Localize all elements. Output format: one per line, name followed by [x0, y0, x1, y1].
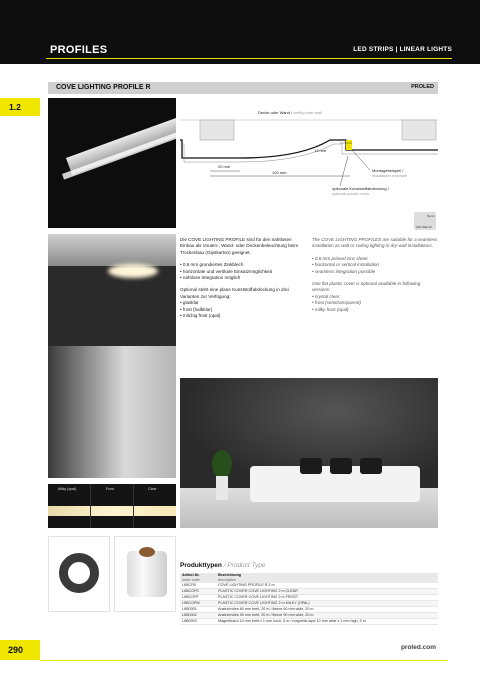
- divider: [90, 484, 91, 528]
- cover-options-en: [312, 294, 439, 313]
- cover-item: • milky frost (opal): [312, 306, 349, 312]
- table-row: L6BCOPC PLASTIC COVER COVE LIGHTING 2 m CLEAR: [180, 589, 438, 595]
- table-row: L6BCOPF PLASTIC COVER COVE LIGHTING 2 m FROST: [180, 595, 438, 601]
- cover-label: optionale Kunststoffabdeckung / optional plastic cover: [332, 186, 389, 196]
- feature-item: • 0,6 mm grundiertes Zinkblech: [180, 262, 244, 268]
- cover-intro-de: Optional steht eine plane Kunststoffabdeckung in drei Varianten zur Verfügung:: [180, 287, 289, 299]
- table-row: L6B0002 Anstrichvlies 90 mm breit, 20 m / fleece 90 mm wide, 20 m: [180, 613, 438, 619]
- intro-en: The COVE LIGHTING PROFILES are suitable for a seamless installation as wall or ceiling lighting in dry-wall installations.: [312, 237, 438, 249]
- vase-image: [216, 476, 228, 500]
- feature-item: • horizontal or vertical installation: [312, 262, 379, 268]
- ceiling-render: [48, 234, 176, 266]
- page-header: [0, 0, 480, 64]
- divider: [133, 484, 134, 528]
- cover-options-de: [180, 300, 307, 319]
- feature-item: • horizontale und vertikale Einsatzmöglichkeit: [180, 268, 272, 274]
- product-title: COVE LIGHTING PROFILE R: [56, 84, 151, 91]
- features-de: [180, 262, 307, 281]
- dimension-20: 20 mm: [218, 164, 231, 169]
- feature-item: • nahtlose Integration möglich: [180, 275, 241, 281]
- col-description: Bezeichnung description: [216, 573, 438, 583]
- power-rating-icon: Norm 100 Watt W: [416, 214, 435, 229]
- cross-section-svg: [180, 98, 438, 228]
- tape-roll-image: [59, 553, 99, 593]
- led-light-band: [48, 506, 176, 516]
- plant-image: [212, 450, 232, 478]
- footer-divider: [40, 660, 448, 661]
- light-glow: [108, 264, 158, 278]
- col-order-code: Artikel-Nr. order code: [180, 573, 216, 583]
- section-title: PROFILES: [50, 44, 108, 56]
- fleece-roll-photo: [114, 536, 176, 612]
- description-german: [180, 237, 307, 325]
- cover-label-clear: Clear: [148, 487, 157, 491]
- dimension-13: 13 mm: [314, 148, 327, 153]
- product-table: [180, 573, 438, 625]
- brand-logo: PROLED: [411, 84, 434, 90]
- product-types-title: Produkttypen / Product Type: [180, 562, 266, 569]
- cover-item: • milchig frost (opal): [180, 313, 221, 319]
- features-en: [312, 256, 439, 275]
- installation-photo: [48, 234, 176, 478]
- product-photo: [48, 98, 176, 228]
- page-number-tab: [0, 640, 40, 660]
- section-tab: [0, 98, 40, 116]
- wall-render: [48, 346, 176, 478]
- category-title: LED STRIPS | LINEAR LIGHTS: [353, 46, 452, 53]
- feature-item: • 0,6 mm primed zinc sheet: [312, 255, 368, 261]
- cover-comparison-photo: [48, 484, 176, 528]
- dimension-100: 100 mm: [272, 170, 287, 175]
- feature-item: • seamless integration possible: [312, 268, 376, 274]
- installation-label: Montagebeispiel / installation example: [372, 168, 408, 178]
- cushion-image: [300, 458, 322, 474]
- cushion-image: [330, 458, 352, 474]
- table-row: L6BCR0 COVE LIGHTING PROFILE R 2 m: [180, 583, 438, 589]
- magnetic-tape-photo: [48, 536, 110, 612]
- section-number: 1.2: [9, 102, 21, 112]
- intro-de: Die COVE LIGHTING PROFILE sind für den nahtlosen Einbau als Vouten-, Wand- oder Deckenbeleuchtung beim Trockenbau (Gipskarton) geeignet.: [180, 237, 299, 255]
- cover-item: • crystal clear: [312, 293, 340, 299]
- room-photo: [180, 378, 438, 528]
- technical-drawing: [180, 98, 438, 228]
- table-row: L6B0001 Anstrichvlies 60 mm breit, 20 m / fleece 60 mm wide, 20 m: [180, 607, 438, 613]
- table-header: [180, 573, 438, 583]
- description-english: [312, 237, 439, 319]
- table-row: L6B0003 Magnetband 10 mm breit x 1 mm hoch, 5 m / magnetic tape 10 mm wide x 1 mm high, 5 m: [180, 619, 438, 625]
- cover-label-frost: Frost: [106, 487, 115, 491]
- page-number: 290: [8, 645, 24, 655]
- left-rail: [0, 64, 40, 664]
- cover-item: • frost (semitransparent): [312, 300, 362, 306]
- cushion-image: [360, 458, 382, 474]
- cover-label-opal: Milky (opal): [58, 487, 77, 491]
- cover-intro-en: One flat plastic cover is optional available in following versions:: [312, 281, 421, 293]
- website-link[interactable]: proled.com: [400, 644, 436, 651]
- table-row: L6BCOPM PLASTIC COVER COVE LIGHTING 2 m MILKY (OPAL): [180, 601, 438, 607]
- ceiling-label: Decke oder Wand / ceiling oder wall: [258, 110, 322, 115]
- cover-item: • frost (halbklar): [180, 306, 213, 312]
- header-divider: [46, 58, 452, 59]
- fleece-roll-image: [127, 551, 167, 597]
- roll-core-image: [139, 547, 155, 557]
- cover-item: • glasklar: [180, 300, 199, 306]
